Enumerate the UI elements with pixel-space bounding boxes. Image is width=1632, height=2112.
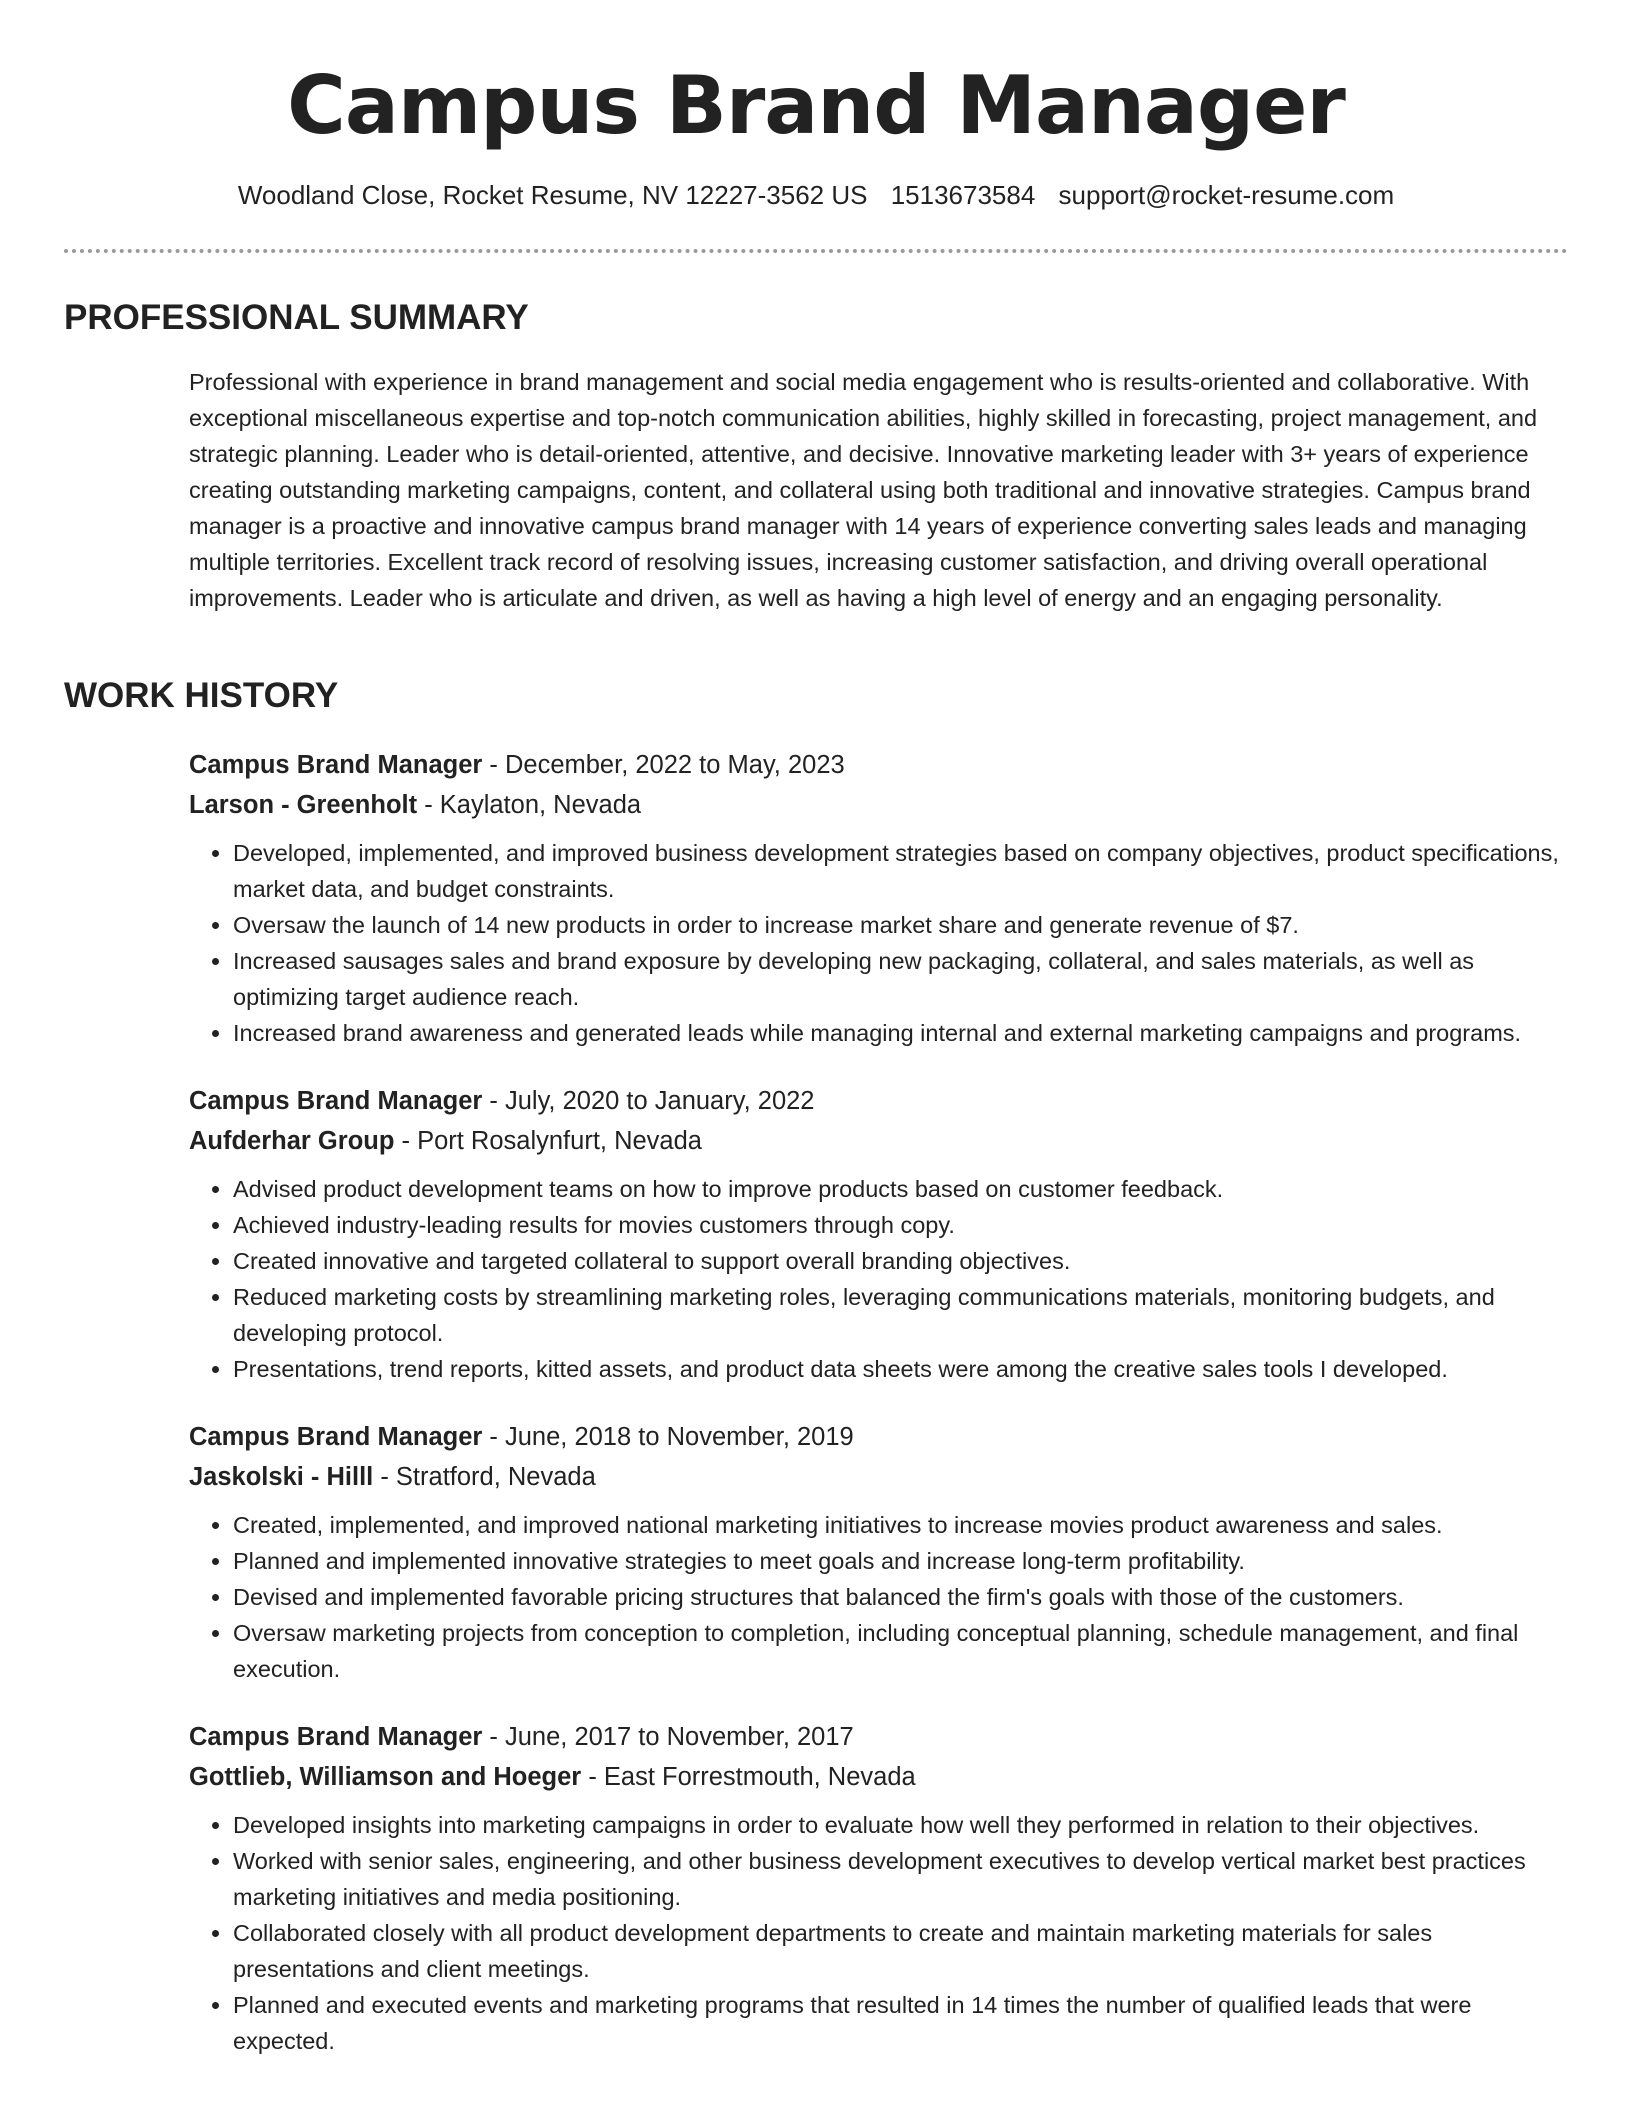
work-history-list <box>189 745 1569 2089</box>
job-entry <box>189 1717 1569 2059</box>
job-bullets <box>189 1171 1569 1387</box>
job-dates: - June, 2018 to November, 2019 <box>482 1423 854 1451</box>
job-title: Campus Brand Manager <box>189 1423 483 1451</box>
job-bullet: • Presentations, trend reports, kitted assets, and product data sheets were among the creative sales tools I developed. <box>233 1351 1569 1387</box>
job-location: - Stratford, Nevada <box>373 1463 596 1491</box>
job-title-line <box>189 1081 1569 1121</box>
job-company: Larson - Greenholt <box>189 791 418 819</box>
job-location: - East Forrestmouth, Nevada <box>581 1763 916 1791</box>
job-dates: - June, 2017 to November, 2017 <box>482 1723 854 1751</box>
job-bullet: • Devised and implemented favorable pricing structures that balanced the firm's goals with those of the customers. <box>233 1579 1569 1615</box>
job-entry <box>189 745 1569 1051</box>
job-bullet: • Created, implemented, and improved national marketing initiatives to increase movies product awareness and sales. <box>233 1507 1569 1543</box>
job-company-line <box>189 1121 1569 1161</box>
job-bullet: • Planned and implemented innovative strategies to meet goals and increase long-term profitability. <box>233 1543 1569 1579</box>
job-bullet: • Reduced marketing costs by streamlining marketing roles, leveraging communications materials, monitoring budgets, and developing protocol. <box>233 1279 1569 1351</box>
job-bullet: • Developed, implemented, and improved business development strategies based on company objectives, product specifications, market data, and budget constraints. <box>233 835 1569 907</box>
job-title: Campus Brand Manager <box>189 1723 483 1751</box>
job-bullet: • Collaborated closely with all product development departments to create and maintain marketing materials for sales presentations and client meetings. <box>233 1915 1569 1987</box>
summary-heading: PROFESSIONAL SUMMARY <box>64 298 529 337</box>
job-location: - Kaylaton, Nevada <box>417 791 642 819</box>
job-bullets <box>189 1807 1569 2059</box>
job-bullet: • Increased sausages sales and brand exposure by developing new packaging, collateral, and sales materials, as well as optimizing target audience reach. <box>233 943 1569 1015</box>
job-company: Gottlieb, Williamson and Hoeger <box>189 1763 582 1791</box>
resume-name: Campus Brand Manager <box>287 59 1345 152</box>
job-entry <box>189 1417 1569 1687</box>
job-company: Aufderhar Group <box>189 1127 395 1155</box>
job-bullet: • Increased brand awareness and generated leads while managing internal and external marketing campaigns and programs. <box>233 1015 1569 1051</box>
job-bullet: • Worked with senior sales, engineering, and other business development executives to develop vertical market best practices marketing initiatives and media positioning. <box>233 1843 1569 1915</box>
summary-text: Professional with experience in brand management and social media engagement who is results-oriented and collaborative. With exceptional miscellaneous expertise and top-notch communication abilities, highly skilled in forecasting, project management, and strategic planning. Leader who is detail-oriented, attentive, and decisive. Innovative marketing leader with 3+ years of experience creating outstanding marketing campaigns, content, and collateral using both traditional and innovative strategies. Campus brand manager is a proactive and innovative campus brand manager with 14 years of experience converting sales leads and managing multiple territories. Excellent track record of resolving issues, increasing customer satisfaction, and driving overall operational improvements. Leader who is articulate and driven, as well as having a high level of energy and an engaging personality. <box>189 369 1538 611</box>
job-company-line <box>189 1757 1569 1797</box>
job-bullets <box>189 835 1569 1051</box>
contact-phone: 1513673584 <box>890 180 1036 210</box>
job-dates: - December, 2022 to May, 2023 <box>482 751 845 779</box>
header-divider <box>64 249 1568 253</box>
contact-line <box>0 178 1632 212</box>
job-bullet: • Achieved industry-leading results for movies customers through copy. <box>233 1207 1569 1243</box>
job-entry <box>189 1081 1569 1387</box>
job-bullet: • Planned and executed events and marketing programs that resulted in 14 times the number of qualified leads that were expected. <box>233 1987 1569 2059</box>
job-company-line <box>189 1457 1569 1497</box>
job-company: Jaskolski - Hilll <box>189 1463 374 1491</box>
job-title-line <box>189 1417 1569 1457</box>
job-bullet: • Developed insights into marketing campaigns in order to evaluate how well they performed in relation to their objectives. <box>233 1807 1569 1843</box>
job-bullet: • Oversaw marketing projects from conception to completion, including conceptual planning, schedule management, and final execution. <box>233 1615 1569 1687</box>
resume-header <box>0 0 1632 212</box>
job-title-line <box>189 745 1569 785</box>
job-title: Campus Brand Manager <box>189 1087 483 1115</box>
job-dates: - July, 2020 to January, 2022 <box>482 1087 815 1115</box>
job-title: Campus Brand Manager <box>189 751 483 779</box>
contact-address: Woodland Close, Rocket Resume, NV 12227-3562 US <box>237 180 868 210</box>
job-company-line <box>189 785 1569 825</box>
job-bullets <box>189 1507 1569 1687</box>
job-title-line <box>189 1717 1569 1757</box>
job-bullet: • Created innovative and targeted collateral to support overall branding objectives. <box>233 1243 1569 1279</box>
work-history-heading: WORK HISTORY <box>64 676 339 715</box>
job-location: - Port Rosalynfurt, Nevada <box>394 1127 702 1155</box>
contact-email: support@rocket-resume.com <box>1058 180 1395 210</box>
job-bullet: • Advised product development teams on how to improve products based on customer feedback. <box>233 1171 1569 1207</box>
job-bullet: • Oversaw the launch of 14 new products in order to increase market share and generate revenue of $7. <box>233 907 1569 943</box>
